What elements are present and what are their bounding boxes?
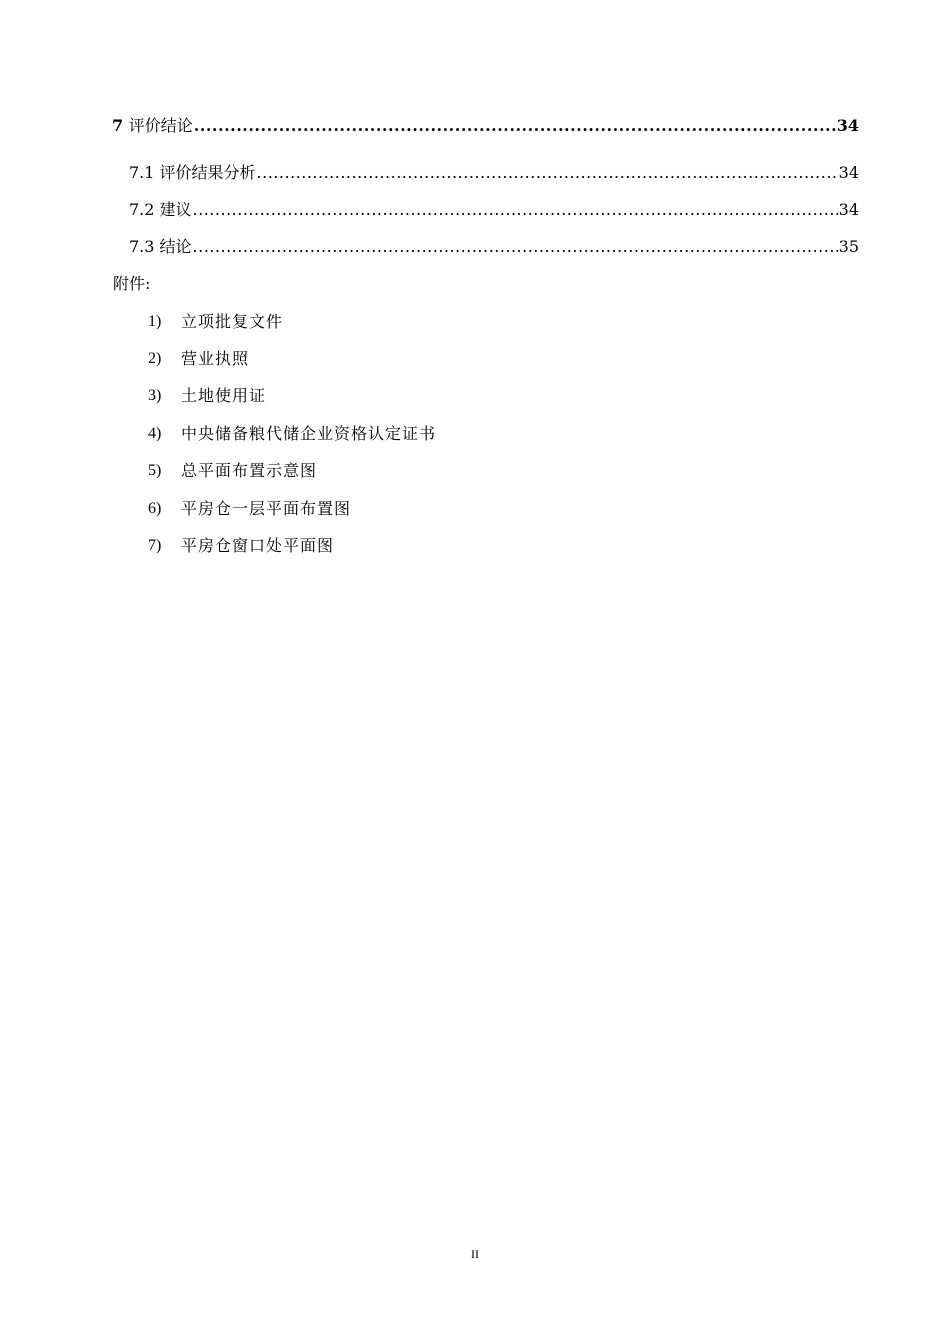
page-number: II xyxy=(471,1247,479,1261)
attachment-index: 5) xyxy=(148,462,162,479)
attachment-item xyxy=(148,499,351,519)
toc-entry-section-7-1[interactable] xyxy=(129,163,859,183)
toc-dot-leader xyxy=(193,200,838,220)
toc-entry-title: 建议 xyxy=(159,200,192,219)
toc-entry-number: 7 xyxy=(112,116,129,135)
attachment-index: 1) xyxy=(148,313,162,330)
attachment-index: 4) xyxy=(148,425,162,442)
toc-entry-section-7-2[interactable] xyxy=(129,200,859,220)
toc-entry-title: 结论 xyxy=(159,237,192,256)
toc-entry-number: 7.1 xyxy=(129,163,160,182)
attachment-item xyxy=(148,349,249,369)
toc-entry-title: 评价结论 xyxy=(128,116,193,135)
attachment-index: 7) xyxy=(148,537,162,554)
attachment-name: 中央储备粮代储企业资格认定证书 xyxy=(181,424,437,443)
attachment-name: 营业执照 xyxy=(181,349,250,368)
toc-entry-number: 7.3 xyxy=(129,237,160,256)
attachment-item xyxy=(148,386,266,406)
toc-dot-leader xyxy=(257,163,838,183)
toc-entry-section-7-3[interactable] xyxy=(129,237,859,257)
toc-entry-page: 34 xyxy=(838,200,859,219)
attachment-name: 平房仓一层平面布置图 xyxy=(181,499,352,518)
attachment-index: 3) xyxy=(148,387,162,404)
attachment-name: 立项批复文件 xyxy=(181,312,284,331)
attachment-name: 土地使用证 xyxy=(181,386,267,405)
toc-dot-leader xyxy=(194,116,836,136)
attachments-heading: 附件: xyxy=(113,274,151,293)
toc-entry-number: 7.2 xyxy=(129,200,160,219)
toc-entry-chapter-7[interactable] xyxy=(112,116,859,136)
toc-dot-leader xyxy=(193,237,838,257)
toc-entry-title: 评价结果分析 xyxy=(159,163,256,182)
attachment-item xyxy=(148,536,334,556)
attachment-item xyxy=(148,312,283,332)
attachment-name: 平房仓窗口处平面图 xyxy=(181,536,335,555)
attachment-item xyxy=(148,461,317,481)
attachment-item xyxy=(148,424,436,444)
toc-entry-page: 35 xyxy=(838,237,859,256)
toc-entry-page: 34 xyxy=(838,163,859,182)
attachment-name: 总平面布置示意图 xyxy=(181,461,318,480)
attachment-index: 2) xyxy=(148,350,162,367)
attachment-index: 6) xyxy=(148,500,162,517)
toc-entry-page: 34 xyxy=(836,116,859,135)
